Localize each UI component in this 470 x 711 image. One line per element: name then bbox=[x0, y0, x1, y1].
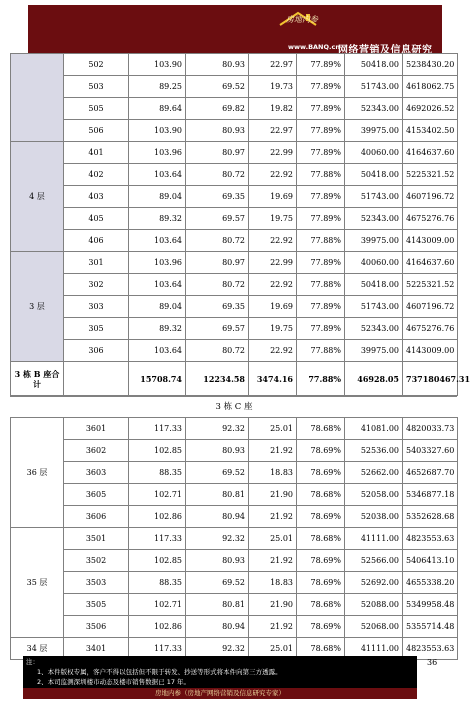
inner-area-cell: 92.32 bbox=[186, 528, 249, 550]
area-cell: 102.71 bbox=[129, 594, 186, 616]
area-cell: 103.64 bbox=[129, 164, 186, 186]
area-cell: 117.33 bbox=[129, 638, 186, 660]
shared-area-cell: 19.75 bbox=[249, 208, 297, 230]
shared-area-cell: 22.99 bbox=[249, 142, 297, 164]
table-row bbox=[11, 208, 458, 230]
shared-area-cell: 19.73 bbox=[249, 76, 297, 98]
table-row bbox=[11, 318, 458, 340]
price-cell: 39975.00 bbox=[345, 340, 403, 362]
shared-area-cell: 22.92 bbox=[249, 164, 297, 186]
table-row bbox=[11, 186, 458, 208]
ratio-cell: 77.88% bbox=[297, 274, 345, 296]
floor-label-cell: 4 层 bbox=[11, 142, 64, 252]
ratio-cell: 78.68% bbox=[297, 638, 345, 660]
total-price-cell: 4164637.60 bbox=[403, 252, 458, 274]
area-cell: 103.64 bbox=[129, 274, 186, 296]
total-price-cell: 4607196.72 bbox=[403, 186, 458, 208]
area-cell: 89.25 bbox=[129, 76, 186, 98]
inner-area-cell: 80.72 bbox=[186, 274, 249, 296]
unit-cell: 303 bbox=[64, 296, 129, 318]
price-cell: 52343.00 bbox=[345, 318, 403, 340]
unit-cell: 3602 bbox=[64, 440, 129, 462]
total-price-cell: 4675276.76 bbox=[403, 318, 458, 340]
price-cell: 51743.00 bbox=[345, 296, 403, 318]
inner-area-cell: 92.32 bbox=[186, 638, 249, 660]
total-price-cell: 4607196.72 bbox=[403, 296, 458, 318]
total-value-cell: 15708.74 bbox=[129, 362, 186, 396]
unit-cell: 3505 bbox=[64, 594, 129, 616]
section-title: 3 栋 C 座 bbox=[11, 397, 458, 418]
price-cell: 39975.00 bbox=[345, 120, 403, 142]
ratio-cell: 78.68% bbox=[297, 528, 345, 550]
total-price-cell: 5355714.48 bbox=[403, 616, 458, 638]
unit-cell: 3503 bbox=[64, 572, 129, 594]
table-row bbox=[11, 164, 458, 186]
ratio-cell: 77.89% bbox=[297, 318, 345, 340]
unit-cell: 503 bbox=[64, 76, 129, 98]
price-cell: 41111.00 bbox=[345, 528, 403, 550]
inner-area-cell: 92.32 bbox=[186, 418, 249, 440]
ratio-cell: 77.89% bbox=[297, 252, 345, 274]
inner-area-cell: 80.81 bbox=[186, 484, 249, 506]
block-c-table bbox=[10, 396, 458, 660]
price-cell: 52566.00 bbox=[345, 550, 403, 572]
shared-area-cell: 18.83 bbox=[249, 572, 297, 594]
area-cell: 102.85 bbox=[129, 550, 186, 572]
logo-text: 房地内参 bbox=[286, 15, 318, 24]
banner-title: 网络营销及信息研究专家 bbox=[338, 45, 433, 71]
total-price-cell: 4823553.63 bbox=[403, 638, 458, 660]
table-row bbox=[11, 484, 458, 506]
table-row bbox=[11, 340, 458, 362]
inner-area-cell: 80.94 bbox=[186, 506, 249, 528]
shared-area-cell: 25.01 bbox=[249, 418, 297, 440]
total-price-cell: 5238430.20 bbox=[403, 54, 458, 76]
unit-cell: 505 bbox=[64, 98, 129, 120]
ratio-cell: 77.89% bbox=[297, 98, 345, 120]
total-price-cell: 4655338.20 bbox=[403, 572, 458, 594]
inner-area-cell: 80.93 bbox=[186, 120, 249, 142]
note-label: 注： bbox=[26, 658, 39, 666]
ratio-cell: 77.88% bbox=[297, 164, 345, 186]
table-row bbox=[11, 274, 458, 296]
area-cell: 102.71 bbox=[129, 484, 186, 506]
inner-area-cell: 80.72 bbox=[186, 340, 249, 362]
price-cell: 52038.00 bbox=[345, 506, 403, 528]
ratio-cell: 77.89% bbox=[297, 54, 345, 76]
total-price-cell: 5346877.18 bbox=[403, 484, 458, 506]
note-2: 2、本司监测深圳楼市动态及楼市销售数据已 17 年。 bbox=[37, 678, 191, 686]
total-price-cell: 4153402.50 bbox=[403, 120, 458, 142]
area-cell: 103.96 bbox=[129, 142, 186, 164]
inner-area-cell: 69.57 bbox=[186, 208, 249, 230]
shared-area-cell: 22.92 bbox=[249, 340, 297, 362]
table-row bbox=[11, 594, 458, 616]
total-price-cell: 4618062.75 bbox=[403, 76, 458, 98]
footer-brand: 房地内参（房地产网络营销及信息研究专家） bbox=[23, 688, 417, 699]
empty-cell bbox=[64, 362, 129, 396]
ratio-cell: 78.69% bbox=[297, 550, 345, 572]
floor-label-cell bbox=[11, 54, 64, 142]
area-cell: 89.64 bbox=[129, 98, 186, 120]
unit-cell: 302 bbox=[64, 274, 129, 296]
unit-cell: 306 bbox=[64, 340, 129, 362]
inner-area-cell: 69.82 bbox=[186, 98, 249, 120]
total-row bbox=[11, 362, 458, 396]
inner-area-cell: 80.97 bbox=[186, 252, 249, 274]
unit-cell: 401 bbox=[64, 142, 129, 164]
price-cell: 52058.00 bbox=[345, 484, 403, 506]
inner-area-cell: 69.35 bbox=[186, 186, 249, 208]
area-cell: 103.64 bbox=[129, 340, 186, 362]
total-price-cell: 5349958.48 bbox=[403, 594, 458, 616]
unit-cell: 506 bbox=[64, 120, 129, 142]
unit-cell: 3502 bbox=[64, 550, 129, 572]
unit-cell: 3501 bbox=[64, 528, 129, 550]
price-cell: 39975.00 bbox=[345, 230, 403, 252]
inner-area-cell: 80.93 bbox=[186, 54, 249, 76]
shared-area-cell: 22.92 bbox=[249, 274, 297, 296]
shared-area-cell: 21.92 bbox=[249, 440, 297, 462]
ratio-cell: 78.69% bbox=[297, 506, 345, 528]
price-cell: 50418.00 bbox=[345, 164, 403, 186]
total-price-cell: 4143009.00 bbox=[403, 340, 458, 362]
page-number: 36 bbox=[427, 658, 438, 667]
price-cell: 52343.00 bbox=[345, 208, 403, 230]
area-cell: 102.85 bbox=[129, 440, 186, 462]
area-cell: 117.33 bbox=[129, 528, 186, 550]
shared-area-cell: 22.99 bbox=[249, 252, 297, 274]
unit-cell: 301 bbox=[64, 252, 129, 274]
ratio-cell: 78.69% bbox=[297, 572, 345, 594]
ratio-cell: 77.89% bbox=[297, 208, 345, 230]
table-row bbox=[11, 296, 458, 318]
inner-area-cell: 69.52 bbox=[186, 462, 249, 484]
price-cell: 52088.00 bbox=[345, 594, 403, 616]
shared-area-cell: 21.92 bbox=[249, 550, 297, 572]
table-row bbox=[11, 572, 458, 594]
price-cell: 52536.00 bbox=[345, 440, 403, 462]
inner-area-cell: 80.93 bbox=[186, 550, 249, 572]
shared-area-cell: 21.90 bbox=[249, 484, 297, 506]
area-cell: 117.33 bbox=[129, 418, 186, 440]
price-cell: 40060.00 bbox=[345, 252, 403, 274]
table-row bbox=[11, 462, 458, 484]
shared-area-cell: 25.01 bbox=[249, 638, 297, 660]
area-cell: 88.35 bbox=[129, 462, 186, 484]
price-cell: 52068.00 bbox=[345, 616, 403, 638]
total-price-cell: 5406413.10 bbox=[403, 550, 458, 572]
area-cell: 89.32 bbox=[129, 318, 186, 340]
inner-area-cell: 80.97 bbox=[186, 142, 249, 164]
inner-area-cell: 80.72 bbox=[186, 230, 249, 252]
price-cell: 41081.00 bbox=[345, 418, 403, 440]
total-value-cell: 46928.05 bbox=[345, 362, 403, 396]
ratio-cell: 78.69% bbox=[297, 462, 345, 484]
price-cell: 50418.00 bbox=[345, 274, 403, 296]
unit-cell: 502 bbox=[64, 54, 129, 76]
total-price-cell: 4692026.52 bbox=[403, 98, 458, 120]
ratio-cell: 77.88% bbox=[297, 230, 345, 252]
total-price-cell: 4820033.73 bbox=[403, 418, 458, 440]
table-row bbox=[11, 142, 458, 164]
price-cell: 52343.00 bbox=[345, 98, 403, 120]
inner-area-cell: 69.57 bbox=[186, 318, 249, 340]
total-value-cell: 12234.58 bbox=[186, 362, 249, 396]
floor-label-cell: 36 层 bbox=[11, 418, 64, 528]
floor-label-cell: 34 层 bbox=[11, 638, 64, 660]
total-price-cell: 5225321.52 bbox=[403, 164, 458, 186]
unit-cell: 405 bbox=[64, 208, 129, 230]
unit-cell: 402 bbox=[64, 164, 129, 186]
shared-area-cell: 25.01 bbox=[249, 528, 297, 550]
total-price-cell: 5225321.52 bbox=[403, 274, 458, 296]
inner-area-cell: 80.81 bbox=[186, 594, 249, 616]
area-cell: 103.90 bbox=[129, 54, 186, 76]
table-row bbox=[11, 528, 458, 550]
price-cell: 50418.00 bbox=[345, 54, 403, 76]
table-row bbox=[11, 506, 458, 528]
ratio-cell: 78.68% bbox=[297, 484, 345, 506]
shared-area-cell: 19.75 bbox=[249, 318, 297, 340]
inner-area-cell: 80.72 bbox=[186, 164, 249, 186]
price-cell: 51743.00 bbox=[345, 76, 403, 98]
ratio-cell: 77.89% bbox=[297, 296, 345, 318]
ratio-cell: 77.88% bbox=[297, 340, 345, 362]
ratio-cell: 77.89% bbox=[297, 142, 345, 164]
total-price-cell: 5352628.68 bbox=[403, 506, 458, 528]
ratio-cell: 78.68% bbox=[297, 418, 345, 440]
inner-area-cell: 69.35 bbox=[186, 296, 249, 318]
table-row bbox=[11, 550, 458, 572]
unit-cell: 3606 bbox=[64, 506, 129, 528]
unit-cell: 3605 bbox=[64, 484, 129, 506]
total-value-cell: 3474.16 bbox=[249, 362, 297, 396]
table-row bbox=[11, 440, 458, 462]
shared-area-cell: 21.92 bbox=[249, 616, 297, 638]
inner-area-cell: 69.52 bbox=[186, 76, 249, 98]
table-row bbox=[11, 252, 458, 274]
total-label-cell: 3 栋 B 座合计 bbox=[11, 362, 64, 396]
area-cell: 89.32 bbox=[129, 208, 186, 230]
area-cell: 102.86 bbox=[129, 616, 186, 638]
price-cell: 52662.00 bbox=[345, 462, 403, 484]
table-row bbox=[11, 98, 458, 120]
unit-cell: 3603 bbox=[64, 462, 129, 484]
ratio-cell: 77.89% bbox=[297, 120, 345, 142]
shared-area-cell: 19.69 bbox=[249, 186, 297, 208]
inner-area-cell: 80.94 bbox=[186, 616, 249, 638]
unit-cell: 305 bbox=[64, 318, 129, 340]
ratio-cell: 78.69% bbox=[297, 616, 345, 638]
price-cell: 52692.00 bbox=[345, 572, 403, 594]
area-cell: 102.86 bbox=[129, 506, 186, 528]
logo-url: www.BANQ.cn bbox=[288, 43, 340, 51]
table-row bbox=[11, 54, 458, 76]
area-cell: 89.04 bbox=[129, 186, 186, 208]
shared-area-cell: 19.69 bbox=[249, 296, 297, 318]
total-value-cell: 77.88% bbox=[297, 362, 345, 396]
unit-cell: 3601 bbox=[64, 418, 129, 440]
area-cell: 89.04 bbox=[129, 296, 186, 318]
shared-area-cell: 19.82 bbox=[249, 98, 297, 120]
table-row bbox=[11, 230, 458, 252]
shared-area-cell: 22.97 bbox=[249, 120, 297, 142]
ratio-cell: 77.89% bbox=[297, 186, 345, 208]
note-1: 1、本件版权专属，客户不得以包括但不限于转发、抄送等形式将本件向第三方透露。 bbox=[37, 668, 282, 676]
block-b-table bbox=[10, 53, 470, 396]
unit-cell: 3506 bbox=[64, 616, 129, 638]
shared-area-cell: 18.83 bbox=[249, 462, 297, 484]
table-row bbox=[11, 418, 458, 440]
total-price-cell: 4164637.60 bbox=[403, 142, 458, 164]
area-cell: 103.96 bbox=[129, 252, 186, 274]
floor-label-cell: 35 层 bbox=[11, 528, 64, 638]
shared-area-cell: 21.92 bbox=[249, 506, 297, 528]
total-value-cell: 737180467.31 bbox=[403, 362, 458, 396]
price-cell: 51743.00 bbox=[345, 186, 403, 208]
section-row bbox=[11, 397, 458, 418]
unit-cell: 403 bbox=[64, 186, 129, 208]
data-tables bbox=[10, 53, 470, 660]
total-price-cell: 4823553.63 bbox=[403, 528, 458, 550]
total-price-cell: 4652687.70 bbox=[403, 462, 458, 484]
shared-area-cell: 22.92 bbox=[249, 230, 297, 252]
total-price-cell: 5403327.60 bbox=[403, 440, 458, 462]
ratio-cell: 78.69% bbox=[297, 440, 345, 462]
ratio-cell: 77.89% bbox=[297, 76, 345, 98]
unit-cell: 3401 bbox=[64, 638, 129, 660]
inner-area-cell: 80.93 bbox=[186, 440, 249, 462]
price-cell: 40060.00 bbox=[345, 142, 403, 164]
area-cell: 103.64 bbox=[129, 230, 186, 252]
area-cell: 103.90 bbox=[129, 120, 186, 142]
shared-area-cell: 21.90 bbox=[249, 594, 297, 616]
price-cell: 41111.00 bbox=[345, 638, 403, 660]
table-row bbox=[11, 76, 458, 98]
ratio-cell: 78.68% bbox=[297, 594, 345, 616]
floor-label-cell: 3 层 bbox=[11, 252, 64, 362]
inner-area-cell: 69.52 bbox=[186, 572, 249, 594]
table-row bbox=[11, 120, 458, 142]
table-row bbox=[11, 616, 458, 638]
total-price-cell: 4675276.76 bbox=[403, 208, 458, 230]
total-price-cell: 4143009.00 bbox=[403, 230, 458, 252]
area-cell: 88.35 bbox=[129, 572, 186, 594]
unit-cell: 406 bbox=[64, 230, 129, 252]
shared-area-cell: 22.97 bbox=[249, 54, 297, 76]
